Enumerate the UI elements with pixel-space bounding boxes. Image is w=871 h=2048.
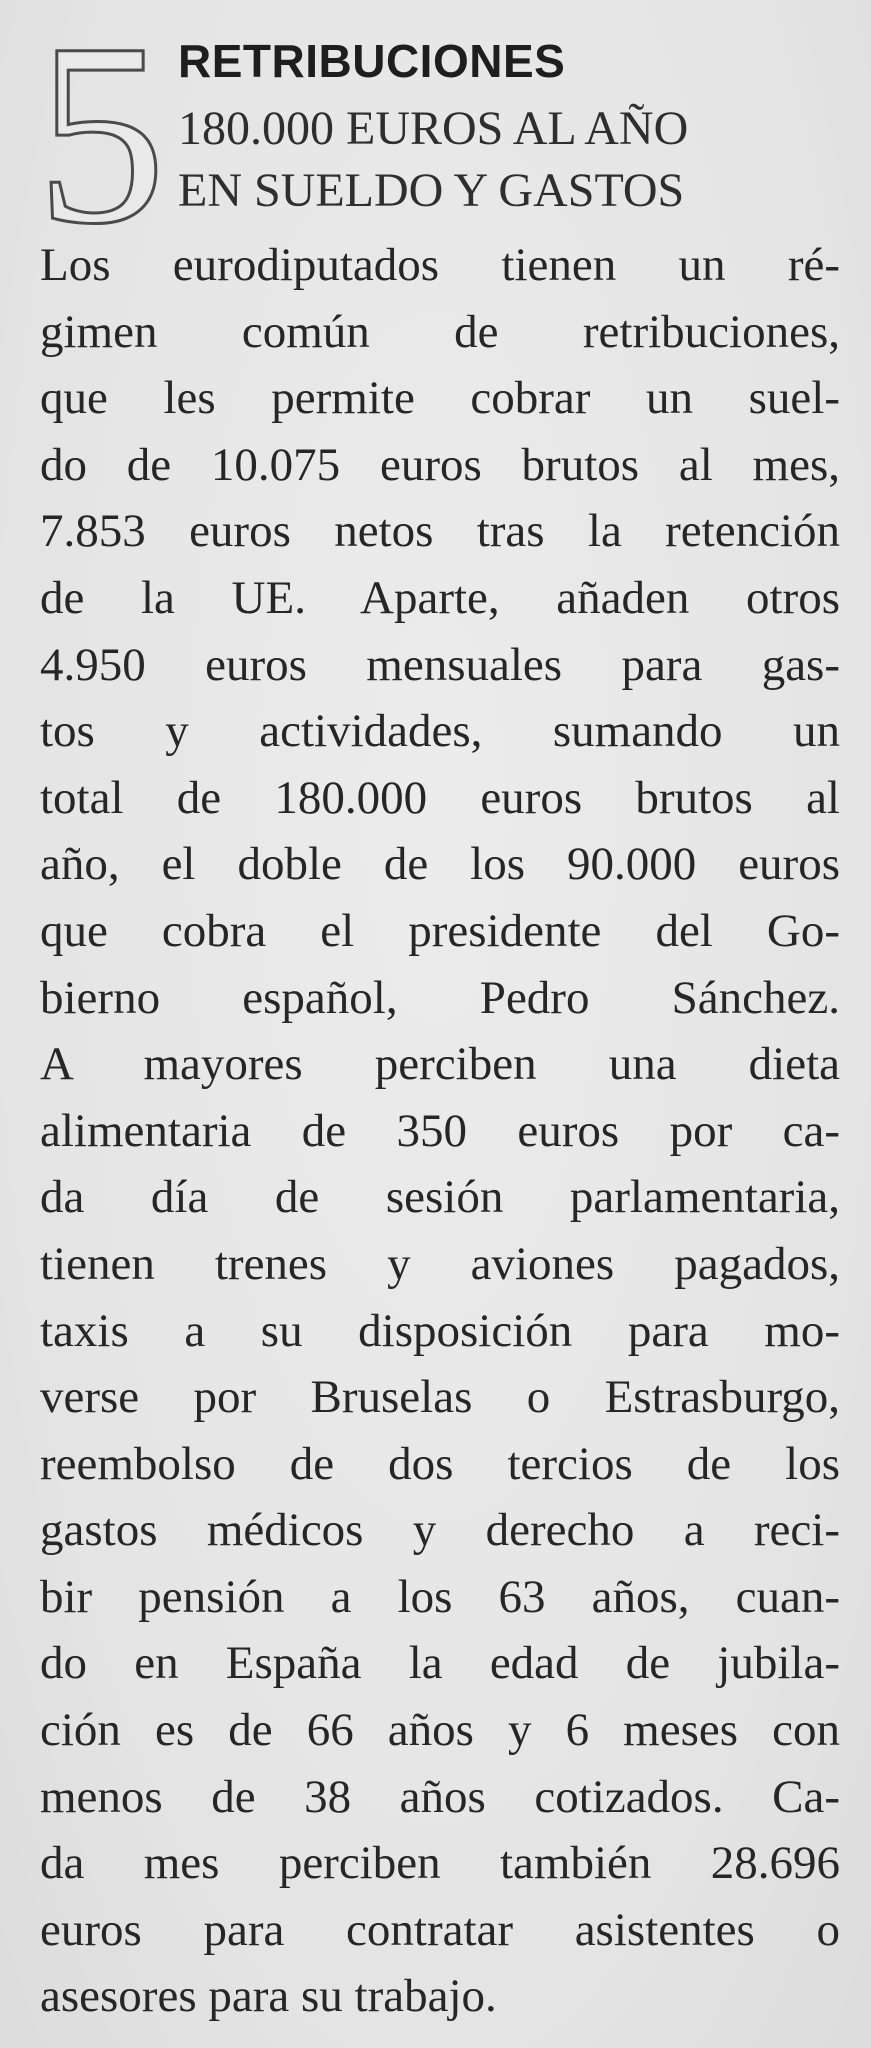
body-line: año, el doble de los 90.000 euros [40, 838, 840, 891]
article-body [40, 232, 840, 2030]
body-line: taxis a su disposición para mo- [40, 1304, 840, 1357]
body-line: tienen trenes y aviones pagados, [40, 1237, 840, 1290]
body-line: bierno español, Pedro Sánchez. [40, 971, 840, 1024]
body-line: ción es de 66 años y 6 meses con [40, 1704, 840, 1757]
body-line: gimen común de retribuciones, [40, 305, 840, 358]
body-line: Los eurodiputados tienen un ré- [40, 239, 840, 291]
article-subhead [178, 98, 858, 222]
body-line: da mes perciben también 28.696 [40, 1837, 840, 1890]
body-line: euros para contratar asistentes o [40, 1903, 840, 1956]
body-line: alimentaria de 350 euros por ca- [40, 1104, 840, 1157]
body-line: 4.950 euros mensuales para gas- [40, 638, 840, 691]
body-line: da día de sesión parlamentaria, [40, 1171, 840, 1224]
body-line: do en España la edad de jubila- [40, 1637, 840, 1690]
body-line: reembolso de dos tercios de los [40, 1437, 840, 1490]
body-line: do de 10.075 euros brutos al mes, [40, 438, 840, 491]
body-line: gastos médicos y derecho a reci- [40, 1504, 840, 1557]
body-line: asesores para su trabajo. [40, 1970, 497, 2023]
body-line: verse por Bruselas o Estrasburgo, [40, 1371, 840, 1424]
body-line: de la UE. Aparte, añaden otros [40, 571, 840, 624]
section-number: 5 [36, 0, 166, 278]
body-line: 7.853 euros netos tras la retención [40, 505, 840, 558]
body-line: bir pensión a los 63 años, cuan- [40, 1570, 840, 1623]
subhead-line: 180.000 EUROS AL AÑO [178, 102, 689, 155]
body-line: tos y actividades, sumando un [40, 705, 840, 758]
body-line: menos de 38 años cotizados. Ca- [40, 1770, 840, 1823]
body-line: total de 180.000 euros brutos al [40, 771, 840, 824]
section-kicker: RETRIBUCIONES [178, 35, 566, 87]
body-line: que les permite cobrar un suel- [40, 372, 840, 425]
body-line: A mayores perciben una dieta [40, 1038, 840, 1091]
body-line: que cobra el presidente del Go- [40, 904, 840, 957]
subhead-line: EN SUELDO Y GASTOS [178, 164, 685, 217]
